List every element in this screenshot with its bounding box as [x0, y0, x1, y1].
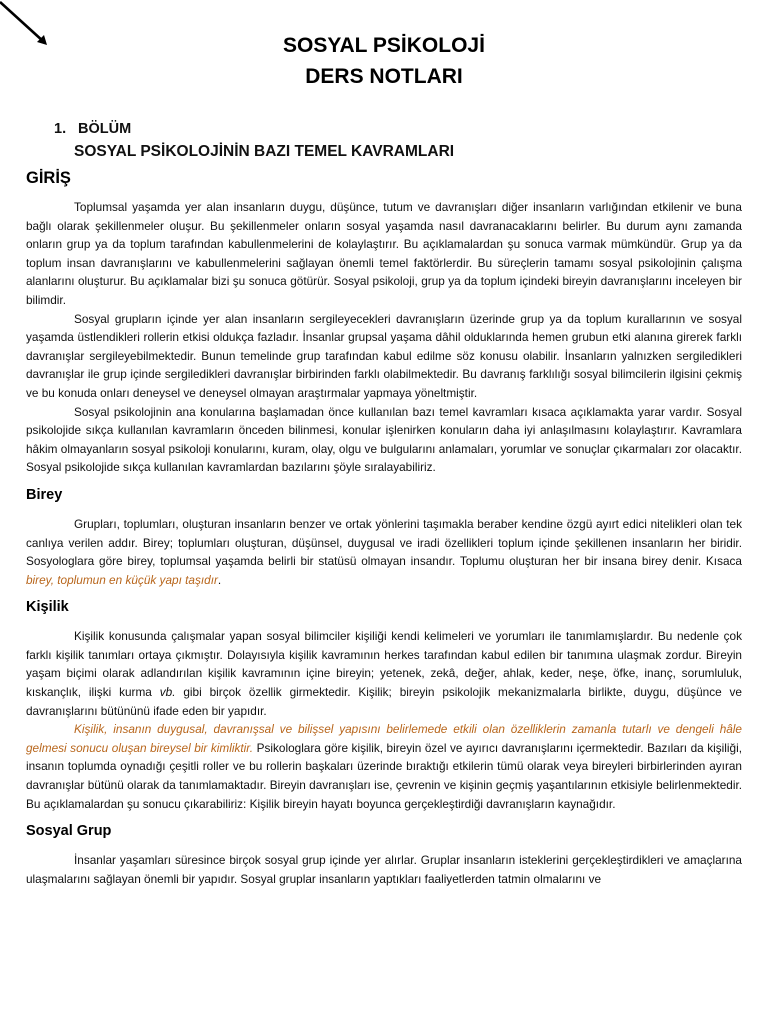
document-page: [26, 30, 742, 888]
document-title: [26, 30, 742, 92]
section-heading-giris: GİRİŞ: [26, 169, 71, 187]
emphasized-definition: birey, toplumun en küçük yapı taşıdır: [26, 572, 218, 587]
chapter-number: 1.: [54, 121, 67, 137]
paragraph-text: Kişilik konusunda çalışmalar yapan sosyal bilimciler kişiliği kendi kelimeleri ve yorumları ile tanımlamışlardır. Bu nedenle çok farklı kişilik tanımları ortaya çıkmıştır. Dolayısıyla kişilik kavramının herkes tarafından kabul edilen bir tanımına ulaşmak zordur. Bireyin yaşam biçimi olarak adlandırılan kişilik kavramının içine bireyin; yetenek, zekâ, değer, ahlak, keder, neşe, öfke, inanç, sorumluluk, kıskançlık, ilişki kurma: [26, 629, 742, 700]
section-heading-birey: Birey: [26, 486, 63, 503]
paragraph: Sosyal grupların içinde yer alan insanların sergileyecekleri davranışların üzerinde grup ya da toplum kurallarının ve sosyal yaşamda üstlendikleri rollerin etkisi oldukça fazladır. İnsanlar grupsal yaşama dâhil olduklarında hemen grubun etki alanına girerek farklı davranışlar sergileyebilmektedir. Bunun temelinde grup tarafından kabul edilme söz konusu olabilir. İnsanların yalnızken sergiledikleri davranışlar ile grup içinde sergiledikleri davranışlar birbirinden farklı olabilmektedir. Bu davranış farklılığı sosyal bilimcilerin ilgisini çekmiş ve bu konuda onları deneysel ve deneysel olmayan araştırmalar yapmaya yöneltmiştir.: [26, 311, 742, 400]
chapter-label: BÖLÜM: [78, 121, 132, 137]
abbreviation: vb.: [159, 685, 176, 700]
chapter-subtitle: SOSYAL PSİKOLOJİNİN BAZI TEMEL KAVRAMLARI: [74, 143, 455, 160]
paragraph: Sosyal psikolojinin ana konularına başlamadan önce kullanılan bazı temel kavramları kısaca açıklamakta yarar vardır. Sosyal psikolojide sıkça kullanılan kavramların önceden bilinmesi, konular işlenirken konuların daha iyi anlaşılmasını kolaylaştırır. Kavramlara hâkim olmayanların sosyal psikoloji konularını, kuram, olay, olgu ve bulgularını anlamaları, yorumlar ve sonuçlar çıkarmaları zor olacaktır. Sosyal psikolojide sıkça kullanılan kavramlardan bazılarını şöyle sıralayabiliriz.: [26, 404, 742, 475]
title-line-1: SOSYAL PSİKOLOJİ: [283, 34, 485, 57]
paragraph: [26, 515, 742, 589]
paragraph-text: Psikologlara göre kişilik, bireyin özel ve ayırıcı davranışlarını içermektedir. Bazıları da kişiliği, insanın toplumda oynadığı çeşitli roller ve bu rollerin başkaları üzerinde bıraktığı etkilerin tümü olarak veya bireyleri birbirlerinden ayıran davranışlar bütünü olarak da tanımlamaktadır. Bireyin davranışları ise, çevrenin ve kişinin geçmiş yaşantılarının etkisiyle belirlenmektedir. Bu açıklamalardan şu sonucu çıkarabiliriz: Kişilik bireyin hayatı boyunca gerçekleştirdiği davranışların kaynağıdır.: [26, 740, 742, 811]
section-heading-sosyal-grup: Sosyal Grup: [26, 823, 112, 840]
paragraph: Toplumsal yaşamda yer alan insanların duygu, düşünce, tutum ve davranışları diğer insanların varlığından etkilenir ve buna bağlı olarak şekillenmeler oluşur. Bu şekillenmeler onların sosyal yaşamda nasıl davranacaklarını belirler. Bu durum aynı zamanda onların grup ya da toplum tarafından kabullenmelerini de kolaylaştırır. Bu açıklamalardan şu sonuca varmak mümkündür. Grup ya da toplum insan davranışlarını ve kabullenmelerini sağlayan önemli temel faktörlerdir. Bu süreçlerin tamamı sosyal psikolojinin çalışma alanlarını oluşturur. Bu açıklamalar bizi şu sonuca götürür. Sosyal psikoloji, grup ya da toplum içindeki bireyin davranışlarını inceleyen bir bilimdir.: [26, 200, 742, 307]
section-heading-kisilik: Kişilik: [26, 599, 69, 616]
paragraph-text: gibi birçok özellik girmektedir. Kişilik; bireyin psikolojik mekanizmalarla birlikte, duygu, düşünce ve davranışlarını bütününü ifade eden bir yapıdır.: [26, 685, 742, 718]
paragraph: [26, 627, 742, 720]
paragraph: [26, 720, 742, 813]
emphasized-definition: Kişilik, insanın duygusal, davranışsal ve bilişsel yapısını belirlemede etkili olan özelliklerin zamanla tutarlı ve dengeli hâle gelmesi sonucu oluşan bireysel bir kimliktir.: [26, 722, 742, 755]
paragraph-text: .: [217, 572, 222, 587]
chapter-heading: [26, 120, 742, 138]
paragraph-text: Grupları, toplumları, oluşturan insanların benzer ve ortak yönlerini taşımakla beraber kendine özgü ayırt edici nitelikleri olan tek canlıya verilen addır. Birey; toplumları oluşturan, düşünsel, duygusal ve iradi özellikleri toplum içinde şekillenen insanların her biridir. Sosyologlara göre birey, toplumsal yaşamda belirli bir statüsü olmayan insandır. Toplumu oluşturan her bir insana birey denir. Kısaca: [26, 516, 742, 569]
paragraph: İnsanlar yaşamları süresince birçok sosyal grup içinde yer alırlar. Gruplar insanların isteklerini gerçekleştirdikleri ve amaçlarına ulaşmalarını sağlayan önemli bir yapıdır. Sosyal gruplar insanların yaptıkları faaliyetlerden tatmin olmalarını ve: [26, 853, 742, 886]
title-line-2: DERS NOTLARI: [305, 65, 463, 88]
